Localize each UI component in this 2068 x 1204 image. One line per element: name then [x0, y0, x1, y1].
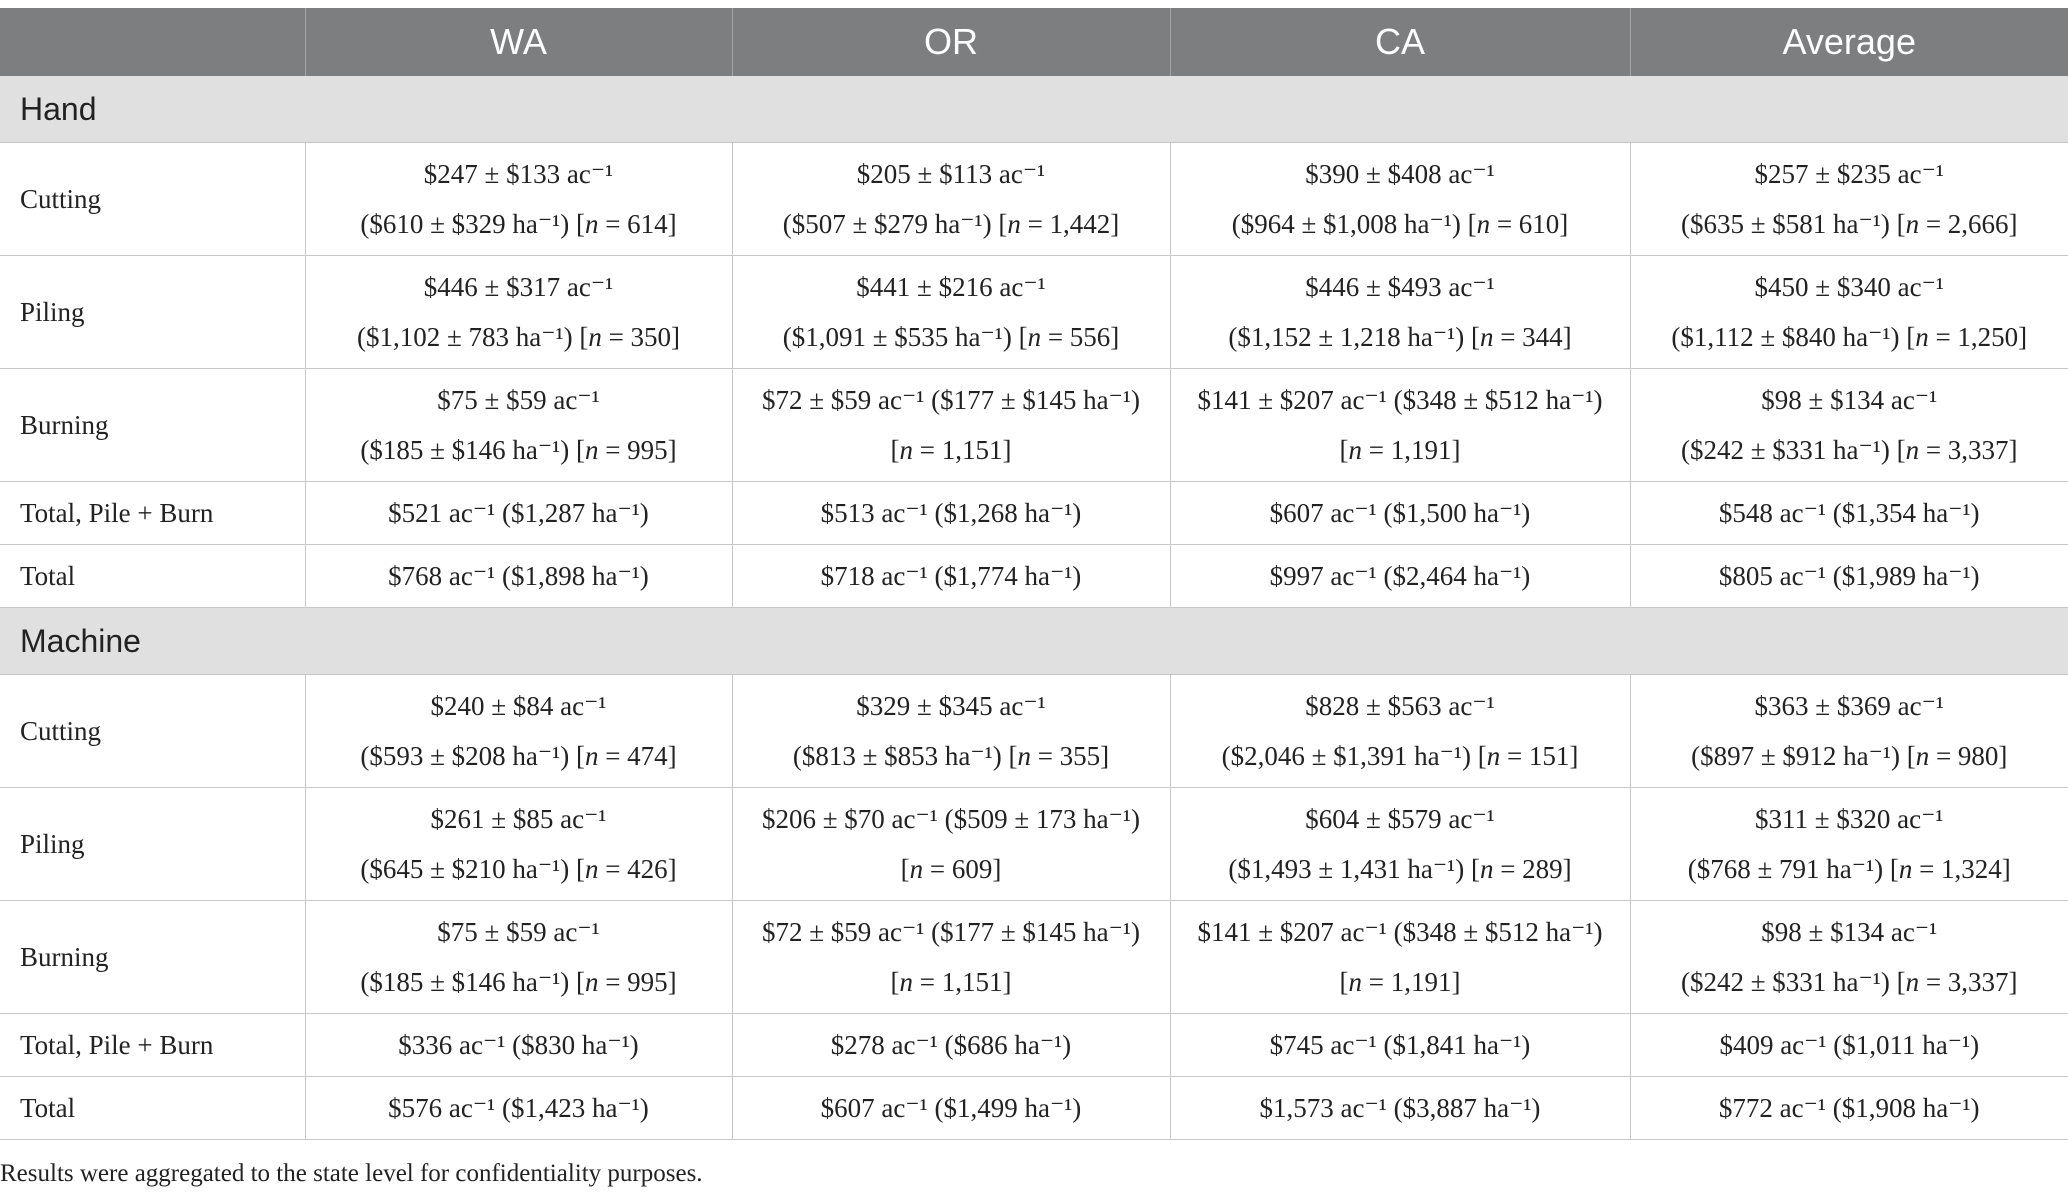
cell-line: $772 ac⁻¹ ($1,908 ha⁻¹): [1718, 1093, 1980, 1123]
cell-line: ($242 ± $331 ha⁻¹) [n = 3,337]: [1680, 967, 2018, 997]
section-row-machine: [0, 608, 2068, 675]
cell-line: ($610 ± $329 ha⁻¹) [n = 614]: [360, 209, 677, 239]
cell-line: $446 ± $317 ac⁻¹: [423, 272, 614, 302]
cell-or: [732, 1014, 1170, 1077]
cell-wa: [305, 901, 732, 1014]
cell-line: ($2,046 ± $1,391 ha⁻¹) [n = 151]: [1221, 741, 1579, 771]
cell-line: $576 ac⁻¹ ($1,423 ha⁻¹): [388, 1093, 649, 1123]
cell-line: $607 ac⁻¹ ($1,500 ha⁻¹): [1269, 498, 1531, 528]
table-row: [0, 1014, 2068, 1077]
cell-ca: [1170, 1077, 1630, 1140]
cell-line: [n = 609]: [900, 854, 1002, 884]
cell-ca: [1170, 143, 1630, 256]
cell-ca: [1170, 901, 1630, 1014]
cell-ca: [1170, 675, 1630, 788]
cell-line: [n = 1,151]: [890, 967, 1012, 997]
cell-line: $718 ac⁻¹ ($1,774 ha⁻¹): [820, 561, 1082, 591]
cell-average: [1630, 482, 2068, 545]
cell-line: $390 ± $408 ac⁻¹: [1305, 159, 1495, 189]
cell-line: $363 ± $369 ac⁻¹: [1754, 691, 1944, 721]
cell-line: ($1,493 ± 1,431 ha⁻¹) [n = 289]: [1228, 854, 1572, 884]
row-label: Piling: [0, 256, 305, 369]
cell-line: $98 ± $134 ac⁻¹: [1761, 385, 1938, 415]
cell-average: [1630, 901, 2068, 1014]
cell-line: [n = 1,191]: [1339, 435, 1461, 465]
cell-line: $240 ± $84 ac⁻¹: [430, 691, 607, 721]
row-label: Cutting: [0, 143, 305, 256]
cell-ca: [1170, 1014, 1630, 1077]
cell-line: ($185 ± $146 ha⁻¹) [n = 995]: [360, 435, 677, 465]
cell-line: ($1,091 ± $535 ha⁻¹) [n = 556]: [782, 322, 1120, 352]
cell-line: ($507 ± $279 ha⁻¹) [n = 1,442]: [782, 209, 1120, 239]
section-title: Hand: [0, 76, 2068, 143]
cell-line: $247 ± $133 ac⁻¹: [423, 159, 614, 189]
cell-line: $450 ± $340 ac⁻¹: [1754, 272, 1944, 302]
cell-average: [1630, 675, 2068, 788]
row-label: Total, Pile + Burn: [0, 482, 305, 545]
table-footnote: Results were aggregated to the state level for confidentiality purposes.: [0, 1160, 703, 1187]
cell-line: $446 ± $493 ac⁻¹: [1305, 272, 1495, 302]
cell-line: $828 ± $563 ac⁻¹: [1305, 691, 1495, 721]
table-row: [0, 675, 2068, 788]
table-row: [0, 788, 2068, 901]
cell-line: $75 ± $59 ac⁻¹: [437, 917, 600, 947]
cell-wa: [305, 256, 732, 369]
cell-line: $329 ± $345 ac⁻¹: [856, 691, 1046, 721]
cell-line: $278 ac⁻¹ ($686 ha⁻¹): [830, 1030, 1072, 1060]
cell-average: [1630, 143, 2068, 256]
cell-line: $257 ± $235 ac⁻¹: [1754, 159, 1944, 189]
cell-line: $521 ac⁻¹ ($1,287 ha⁻¹): [388, 498, 649, 528]
cell-line: $805 ac⁻¹ ($1,989 ha⁻¹): [1718, 561, 1980, 591]
cell-line: ($1,102 ± 783 ha⁻¹) [n = 350]: [356, 322, 681, 352]
cell-line: $607 ac⁻¹ ($1,499 ha⁻¹): [820, 1093, 1082, 1123]
cell-wa: [305, 369, 732, 482]
header-row: [0, 8, 2068, 76]
cell-or: [732, 482, 1170, 545]
row-label: Burning: [0, 901, 305, 1014]
cell-or: [732, 1077, 1170, 1140]
cell-line: ($1,112 ± $840 ha⁻¹) [n = 1,250]: [1671, 322, 2028, 352]
cell-line: $261 ± $85 ac⁻¹: [430, 804, 607, 834]
cell-wa: [305, 143, 732, 256]
cell-wa: [305, 1077, 732, 1140]
section-title: Machine: [0, 608, 2068, 675]
table-row: [0, 482, 2068, 545]
row-label: Total: [0, 545, 305, 608]
cell-line: $409 ac⁻¹ ($1,011 ha⁻¹): [1719, 1030, 1980, 1060]
row-label: Total, Pile + Burn: [0, 1014, 305, 1077]
cell-line: $75 ± $59 ac⁻¹: [437, 385, 600, 415]
cell-average: [1630, 788, 2068, 901]
cell-or: [732, 256, 1170, 369]
cell-or: [732, 143, 1170, 256]
cell-line: $745 ac⁻¹ ($1,841 ha⁻¹): [1269, 1030, 1531, 1060]
cell-wa: [305, 545, 732, 608]
cell-line: $441 ± $216 ac⁻¹: [856, 272, 1046, 302]
cell-line: $604 ± $579 ac⁻¹: [1305, 804, 1495, 834]
cell-line: $72 ± $59 ac⁻¹ ($177 ± $145 ha⁻¹): [761, 917, 1140, 947]
cell-line: $548 ac⁻¹ ($1,354 ha⁻¹): [1718, 498, 1980, 528]
cell-line: $141 ± $207 ac⁻¹ ($348 ± $512 ha⁻¹): [1197, 385, 1603, 415]
cell-or: [732, 788, 1170, 901]
cell-line: ($635 ± $581 ha⁻¹) [n = 2,666]: [1680, 209, 2018, 239]
cell-line: [n = 1,151]: [890, 435, 1012, 465]
cell-line: ($813 ± $853 ha⁻¹) [n = 355]: [792, 741, 1110, 771]
cell-line: ($768 ± 791 ha⁻¹) [n = 1,324]: [1687, 854, 2011, 884]
cell-line: $206 ± $70 ac⁻¹ ($509 ± 173 ha⁻¹): [761, 804, 1140, 834]
section-row-hand: [0, 76, 2068, 143]
cell-line: $336 ac⁻¹ ($830 ha⁻¹): [398, 1030, 639, 1060]
cell-or: [732, 369, 1170, 482]
row-label: Burning: [0, 369, 305, 482]
column-header-wa: WA: [305, 8, 732, 76]
cell-wa: [305, 1014, 732, 1077]
cell-wa: [305, 482, 732, 545]
cell-line: ($242 ± $331 ha⁻¹) [n = 3,337]: [1680, 435, 2018, 465]
cell-line: ($645 ± $210 ha⁻¹) [n = 426]: [360, 854, 677, 884]
column-header-or: OR: [732, 8, 1170, 76]
table-row: [0, 256, 2068, 369]
cell-line: $1,573 ac⁻¹ ($3,887 ha⁻¹): [1259, 1093, 1541, 1123]
cell-ca: [1170, 256, 1630, 369]
cell-average: [1630, 1077, 2068, 1140]
cell-line: ($593 ± $208 ha⁻¹) [n = 474]: [360, 741, 677, 771]
table-row: [0, 1077, 2068, 1140]
cell-line: $98 ± $134 ac⁻¹: [1761, 917, 1938, 947]
cell-ca: [1170, 369, 1630, 482]
cell-line: [n = 1,191]: [1339, 967, 1461, 997]
cell-or: [732, 901, 1170, 1014]
table-row: [0, 143, 2068, 256]
cell-average: [1630, 256, 2068, 369]
cell-average: [1630, 1014, 2068, 1077]
cell-line: $997 ac⁻¹ ($2,464 ha⁻¹): [1269, 561, 1531, 591]
cell-or: [732, 545, 1170, 608]
table-row: [0, 901, 2068, 1014]
cell-ca: [1170, 482, 1630, 545]
cell-line: $311 ± $320 ac⁻¹: [1755, 804, 1944, 834]
cost-table: [0, 8, 2068, 1140]
cell-average: [1630, 545, 2068, 608]
row-label: Total: [0, 1077, 305, 1140]
cell-ca: [1170, 788, 1630, 901]
cell-line: ($1,152 ± 1,218 ha⁻¹) [n = 344]: [1228, 322, 1572, 352]
cell-line: ($964 ± $1,008 ha⁻¹) [n = 610]: [1231, 209, 1569, 239]
cell-line: $141 ± $207 ac⁻¹ ($348 ± $512 ha⁻¹): [1197, 917, 1603, 947]
cell-line: ($897 ± $912 ha⁻¹) [n = 980]: [1691, 741, 2008, 771]
table-body: [0, 76, 2068, 1140]
header-corner: [0, 8, 305, 76]
row-label: Cutting: [0, 675, 305, 788]
column-header-average: Average: [1630, 8, 2068, 76]
column-header-ca: CA: [1170, 8, 1630, 76]
cell-line: ($185 ± $146 ha⁻¹) [n = 995]: [360, 967, 677, 997]
cell-line: $513 ac⁻¹ ($1,268 ha⁻¹): [820, 498, 1082, 528]
table-row: [0, 369, 2068, 482]
row-label: Piling: [0, 788, 305, 901]
cell-wa: [305, 788, 732, 901]
cell-line: $205 ± $113 ac⁻¹: [856, 159, 1046, 189]
cell-line: $768 ac⁻¹ ($1,898 ha⁻¹): [388, 561, 649, 591]
table-row: [0, 545, 2068, 608]
cell-or: [732, 675, 1170, 788]
cell-line: $72 ± $59 ac⁻¹ ($177 ± $145 ha⁻¹): [761, 385, 1140, 415]
cell-ca: [1170, 545, 1630, 608]
cell-average: [1630, 369, 2068, 482]
cell-wa: [305, 675, 732, 788]
